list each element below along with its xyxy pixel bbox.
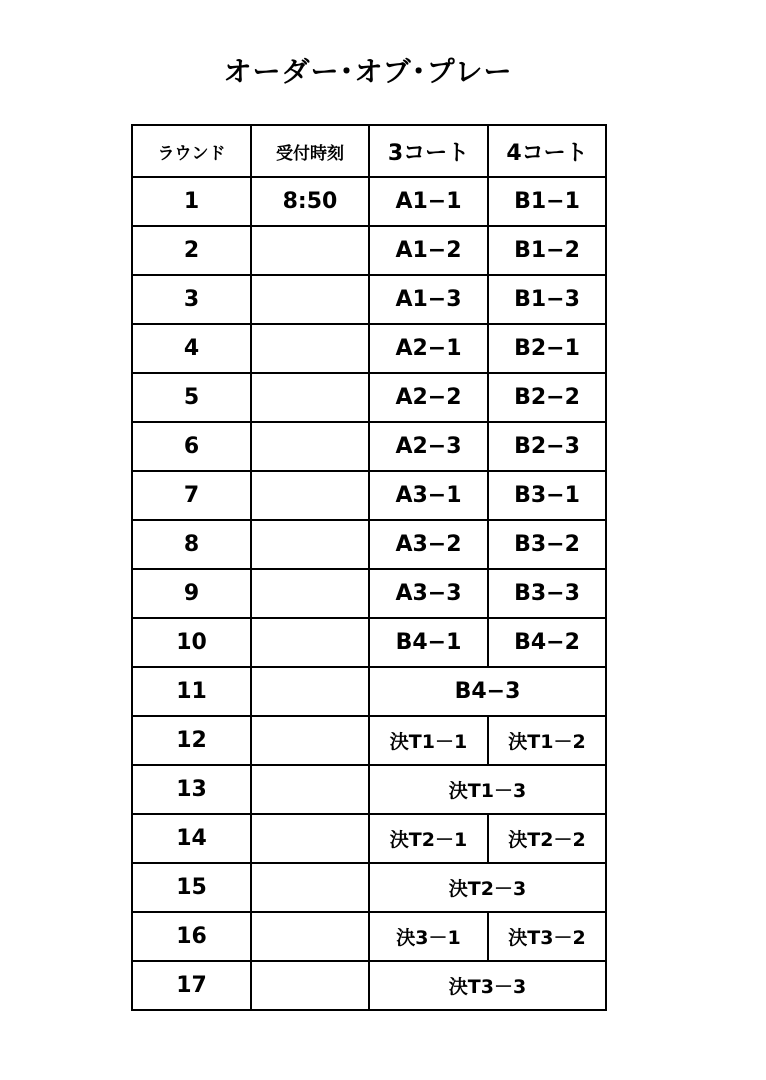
table-row xyxy=(132,471,606,520)
court-4-cell: B3−1 xyxy=(488,471,606,520)
round-cell: 8 xyxy=(132,520,251,569)
round-cell: 10 xyxy=(132,618,251,667)
table-row xyxy=(132,912,606,961)
time-cell xyxy=(251,961,369,1010)
round-cell: 12 xyxy=(132,716,251,765)
round-cell: 13 xyxy=(132,765,251,814)
time-cell xyxy=(251,275,369,324)
time-cell xyxy=(251,814,369,863)
header-round: ラウンド xyxy=(132,125,251,177)
court-3-cell: A1−3 xyxy=(369,275,488,324)
round-cell: 14 xyxy=(132,814,251,863)
court-4-cell: 決T2－2 xyxy=(488,814,606,863)
table-row xyxy=(132,814,606,863)
court-3-cell: A3−3 xyxy=(369,569,488,618)
round-cell: 9 xyxy=(132,569,251,618)
time-cell xyxy=(251,765,369,814)
merged-court-cell: 決T1－3 xyxy=(369,765,606,814)
round-cell: 3 xyxy=(132,275,251,324)
merged-court-cell: B4−3 xyxy=(369,667,606,716)
table-row xyxy=(132,716,606,765)
time-cell xyxy=(251,324,369,373)
court-3-cell: 決T1－1 xyxy=(369,716,488,765)
round-cell: 6 xyxy=(132,422,251,471)
table-row xyxy=(132,177,606,226)
court-4-cell: B1−3 xyxy=(488,275,606,324)
round-cell: 7 xyxy=(132,471,251,520)
time-cell xyxy=(251,569,369,618)
court-3-cell: B4−1 xyxy=(369,618,488,667)
page-title: オーダー･オブ･プレー xyxy=(223,55,513,88)
time-cell xyxy=(251,226,369,275)
order-of-play-table xyxy=(131,124,607,1011)
time-cell xyxy=(251,373,369,422)
table-row xyxy=(132,275,606,324)
round-cell: 17 xyxy=(132,961,251,1010)
table-row xyxy=(132,765,606,814)
court-3-cell: A1−1 xyxy=(369,177,488,226)
court-4-cell: B2−3 xyxy=(488,422,606,471)
time-cell xyxy=(251,422,369,471)
table-row xyxy=(132,863,606,912)
court-3-cell: A2−3 xyxy=(369,422,488,471)
table-row xyxy=(132,667,606,716)
round-cell: 5 xyxy=(132,373,251,422)
court-4-cell: B3−2 xyxy=(488,520,606,569)
header-row xyxy=(132,125,606,177)
table-row xyxy=(132,226,606,275)
merged-court-cell: 決T2－3 xyxy=(369,863,606,912)
court-3-cell: A2−2 xyxy=(369,373,488,422)
header-court-4: 4コート xyxy=(488,125,606,177)
table-row xyxy=(132,618,606,667)
round-cell: 16 xyxy=(132,912,251,961)
header-court-3: 3コート xyxy=(369,125,488,177)
court-4-cell: B4−2 xyxy=(488,618,606,667)
court-4-cell: B1−1 xyxy=(488,177,606,226)
round-cell: 2 xyxy=(132,226,251,275)
round-cell: 11 xyxy=(132,667,251,716)
time-cell: 8:50 xyxy=(251,177,369,226)
court-4-cell: B3−3 xyxy=(488,569,606,618)
court-4-cell: 決T3－2 xyxy=(488,912,606,961)
court-4-cell: B1−2 xyxy=(488,226,606,275)
time-cell xyxy=(251,912,369,961)
table-row xyxy=(132,373,606,422)
court-3-cell: 決T2－1 xyxy=(369,814,488,863)
court-3-cell: A2−1 xyxy=(369,324,488,373)
court-4-cell: B2−1 xyxy=(488,324,606,373)
table-row xyxy=(132,324,606,373)
court-3-cell: A3−2 xyxy=(369,520,488,569)
court-4-cell: B2−2 xyxy=(488,373,606,422)
round-cell: 1 xyxy=(132,177,251,226)
court-3-cell: A1−2 xyxy=(369,226,488,275)
merged-court-cell: 決T3－3 xyxy=(369,961,606,1010)
time-cell xyxy=(251,618,369,667)
time-cell xyxy=(251,520,369,569)
table-row xyxy=(132,569,606,618)
court-4-cell: 決T1－2 xyxy=(488,716,606,765)
time-cell xyxy=(251,716,369,765)
court-3-cell: 決3－1 xyxy=(369,912,488,961)
table-row xyxy=(132,961,606,1010)
court-3-cell: A3−1 xyxy=(369,471,488,520)
time-cell xyxy=(251,863,369,912)
table-row xyxy=(132,520,606,569)
time-cell xyxy=(251,667,369,716)
round-cell: 4 xyxy=(132,324,251,373)
time-cell xyxy=(251,471,369,520)
round-cell: 15 xyxy=(132,863,251,912)
header-time: 受付時刻 xyxy=(251,125,369,177)
table-row xyxy=(132,422,606,471)
